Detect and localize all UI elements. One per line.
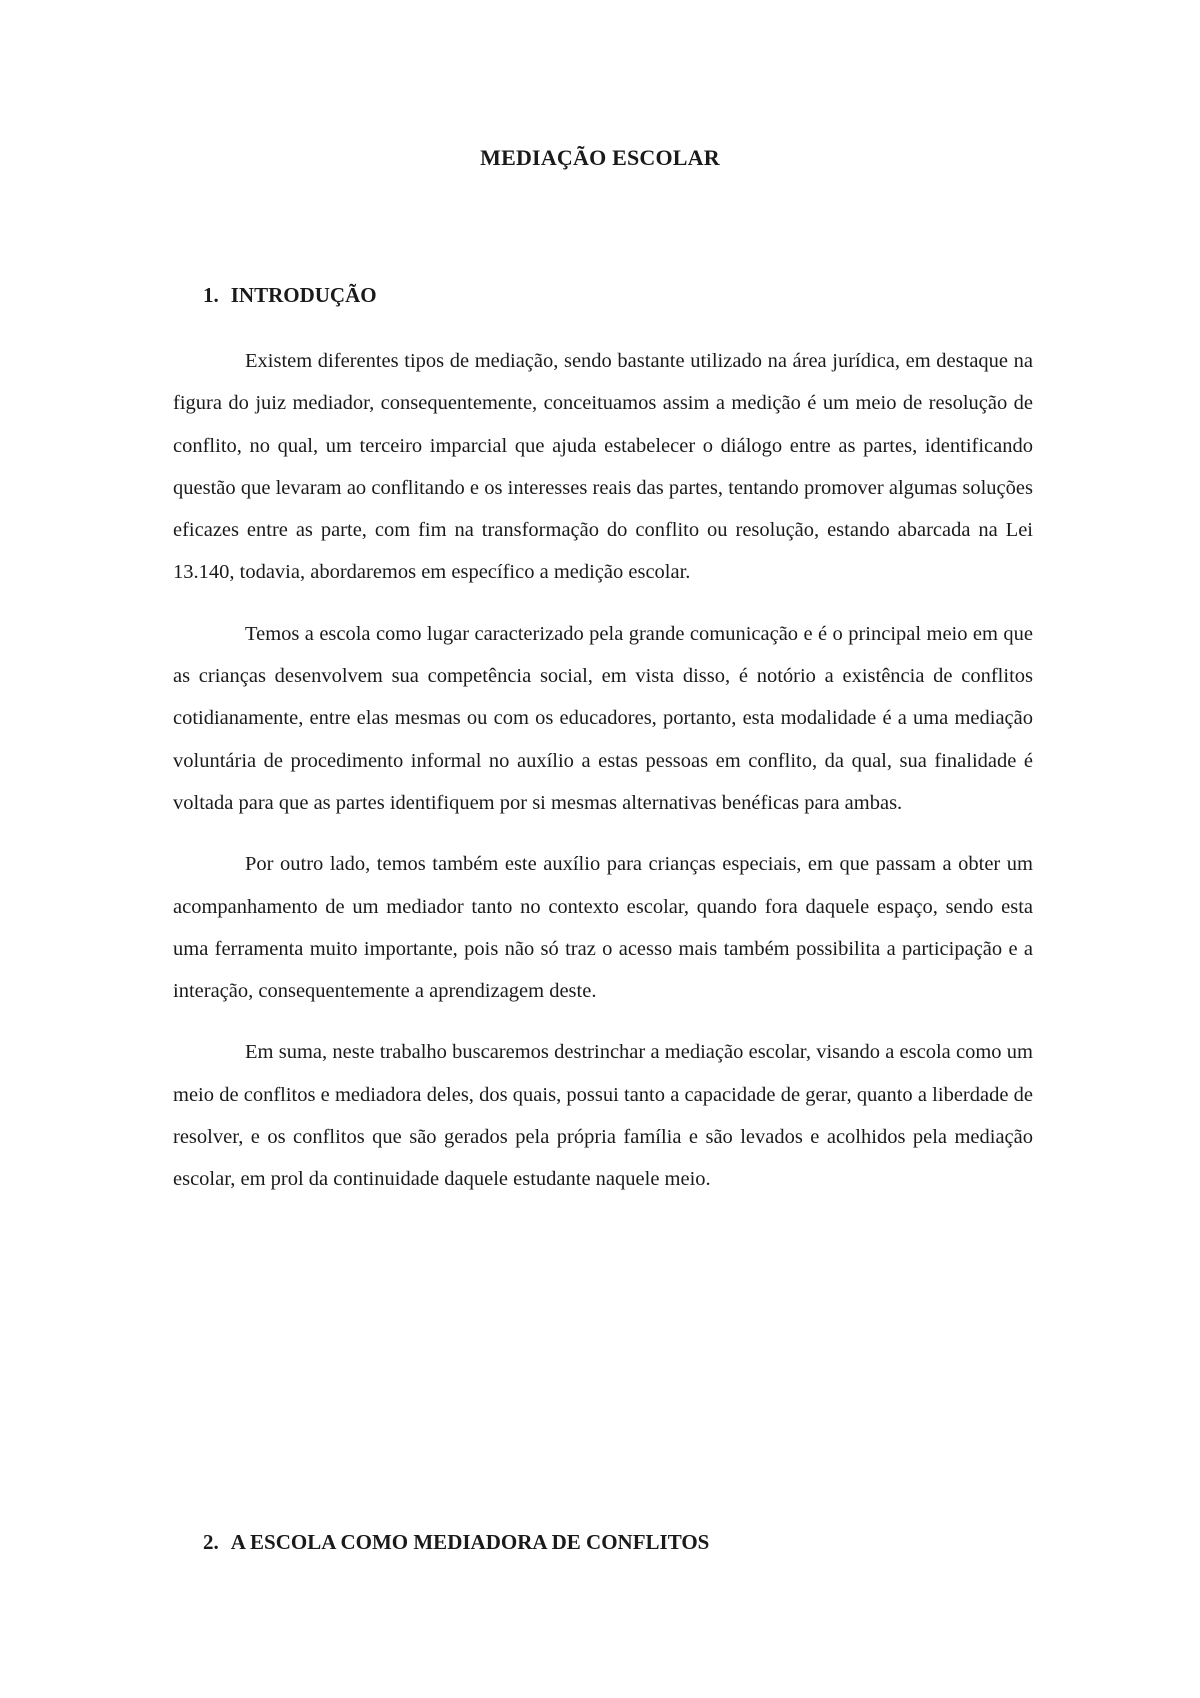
- section-number: 1.: [203, 283, 219, 307]
- paragraph: Por outro lado, temos também este auxílio para crianças especiais, em que passam a obter um acompanhamento de um mediador tanto no contexto escolar, quando fora daquele espaço, sendo esta uma ferramenta muito importante, pois não só traz o acesso mais também possibilita a participação e a interação, consequentemente a aprendizagem deste.: [173, 853, 1033, 1003]
- document-title: MEDIAÇÃO ESCOLAR: [480, 145, 720, 170]
- section-heading-introducao: [203, 283, 377, 308]
- section-number: 2.: [203, 1530, 219, 1554]
- introduction-body: [173, 340, 1033, 1220]
- section-heading-text: INTRODUÇÃO: [230, 283, 377, 307]
- paragraph: Existem diferentes tipos de mediação, sendo bastante utilizado na área jurídica, em destaque na figura do juiz mediador, consequentemente, conceituamos assim a medição é um meio de resolução de conflito, no qual, um terceiro imparcial que ajuda estabelecer o diálogo entre as partes, identificando questão que levaram ao conflitando e os interesses reais das partes, tentando promover algumas soluções eficazes entre as parte, com fim na transformação do conflito ou resolução, estando abarcada na Lei 13.140, todavia, abordaremos em específico a medição escolar.: [173, 350, 1033, 584]
- section-heading-text: A ESCOLA COMO MEDIADORA DE CONFLITOS: [230, 1530, 710, 1554]
- paragraph: Em suma, neste trabalho buscaremos destrinchar a mediação escolar, visando a escola como um meio de conflitos e mediadora deles, dos quais, possui tanto a capacidade de gerar, quanto a liberdade de resolver, e os conflitos que são gerados pela própria família e são levados e acolhidos pela mediação escolar, em prol da continuidade daquele estudante naquele meio.: [173, 1041, 1033, 1191]
- paragraph: Temos a escola como lugar caracterizado pela grande comunicação e é o principal meio em que as crianças desenvolvem sua competência social, em vista disso, é notório a existência de conflitos cotidianamente, entre elas mesmas ou com os educadores, portanto, esta modalidade é a uma mediação voluntária de procedimento informal no auxílio a estas pessoas em conflito, da qual, sua finalidade é voltada para que as partes identifiquem por si mesmas alternativas benéficas para ambas.: [173, 622, 1033, 814]
- section-heading-escola-mediadora: [203, 1530, 709, 1555]
